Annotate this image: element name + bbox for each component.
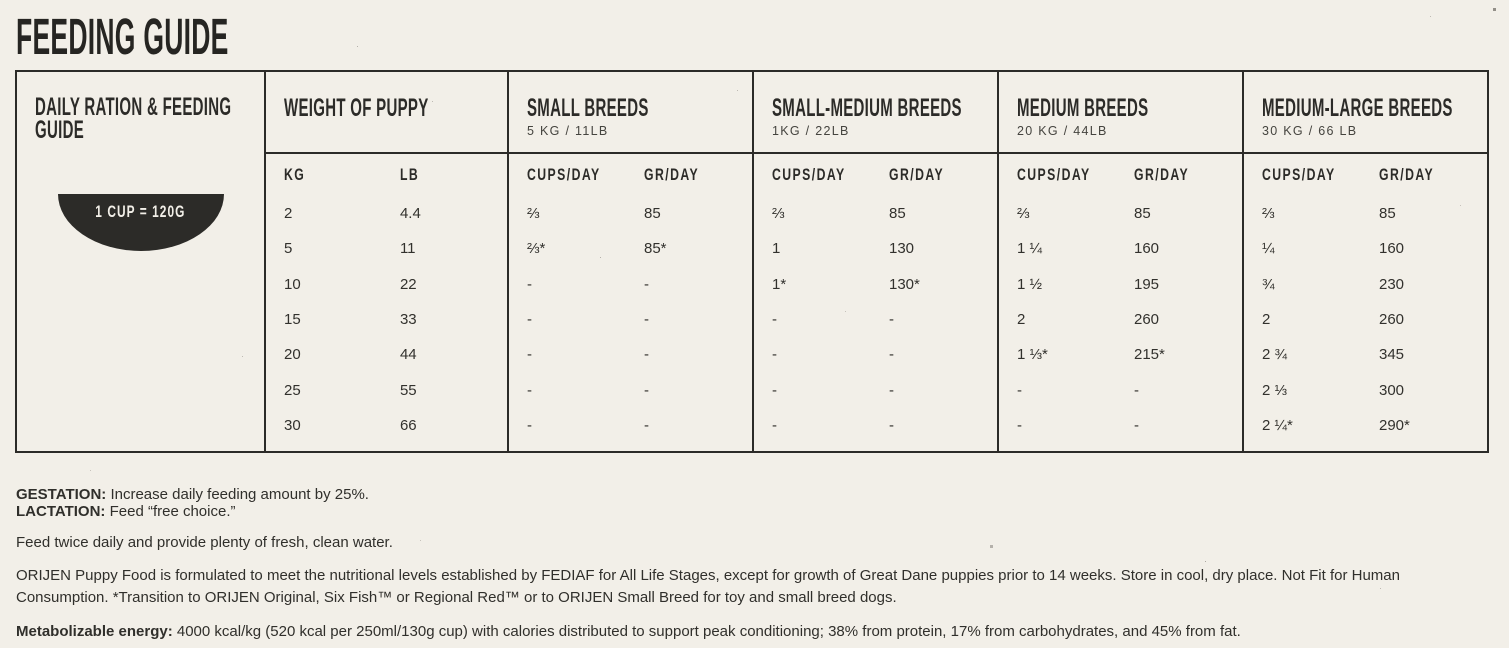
grams-value: 290*: [1379, 416, 1410, 434]
cups-value: -: [772, 381, 777, 399]
cups-value: -: [527, 310, 532, 328]
table-row: [1262, 302, 1487, 337]
page-title: FEEDING GUIDE: [16, 8, 229, 65]
grams-value: 345: [1379, 346, 1405, 364]
medium-breeds-rows: [999, 196, 1242, 451]
lb-value: 66: [399, 416, 417, 434]
weight-title: WEIGHT OF PUPPY: [284, 94, 429, 122]
column-daily-ration: [17, 72, 264, 451]
cups-value: 1*: [772, 275, 787, 293]
grams-value: -: [889, 310, 894, 328]
grams-per-day-header: GR/DAY: [644, 165, 700, 184]
medium-large-breeds-header: [1244, 72, 1487, 154]
table-row: [1017, 231, 1242, 266]
grams-value: 260: [1134, 310, 1160, 328]
cups-value: -: [527, 275, 532, 293]
grams-value: 85: [1134, 205, 1151, 223]
medium-breeds-title: MEDIUM BREEDS: [1017, 94, 1149, 122]
column-medium-large-breeds: [1242, 72, 1487, 451]
daily-ration-title: DAILY RATION & FEEDING GUIDE: [35, 93, 232, 144]
cups-value: -: [1017, 381, 1022, 399]
table-row: [527, 302, 752, 337]
table-row: [527, 267, 752, 302]
grams-value: -: [644, 416, 649, 434]
cups-per-day-header: CUPS/DAY: [527, 165, 601, 184]
cups-value: ¼: [1262, 240, 1275, 258]
table-row: [527, 196, 752, 231]
table-row: [1262, 408, 1487, 443]
cup-measure-badge: [58, 194, 224, 251]
small-medium-breeds-title: SMALL-MEDIUM BREEDS: [772, 94, 962, 122]
gestation-text: Increase daily feeding amount by 25%.: [110, 486, 369, 503]
water-note: Feed twice daily and provide plenty of fresh, clean water.: [16, 534, 393, 551]
cups-value: 2 ¼*: [1262, 416, 1293, 434]
cups-value: -: [527, 381, 532, 399]
cups-value: -: [772, 346, 777, 364]
table-row: [1017, 372, 1242, 407]
column-small-medium-breeds: [752, 72, 997, 451]
table-row: [1262, 196, 1487, 231]
grams-value: -: [644, 346, 649, 364]
grams-value: 300: [1379, 381, 1405, 399]
grams-value: -: [644, 381, 649, 399]
table-row: [1262, 231, 1487, 266]
grams-value: -: [889, 346, 894, 364]
table-row: [772, 408, 997, 443]
lb-value: 4.4: [399, 205, 421, 223]
cups-value: -: [772, 310, 777, 328]
medium-large-breeds-rows: [1244, 196, 1487, 451]
table-row: [1262, 337, 1487, 372]
cups-value: -: [772, 416, 777, 434]
cups-value: -: [1017, 416, 1022, 434]
table-row: [527, 372, 752, 407]
small-breeds-header: [509, 72, 752, 154]
medium-breeds-subtitle: 20 KG / 44LB: [1017, 124, 1108, 138]
table-row: [772, 337, 997, 372]
column-weight-of-puppy: [264, 72, 507, 451]
medium-breeds-header: [999, 72, 1242, 154]
cups-per-day-header: CUPS/DAY: [1262, 165, 1336, 184]
cups-value: -: [527, 346, 532, 364]
column-medium-breeds: [997, 72, 1242, 451]
cups-per-day-header: CUPS/DAY: [772, 165, 846, 184]
formulation-note: ORIJEN Puppy Food is formulated to meet the nutritional levels established by FEDIAF for All Life Stages, except for growth of Great Dane puppies prior to 14 weeks. Store in cool, dry place. Not Fit for Human Consumption. *Transition to ORIJEN Original, Six Fish™ or Regional Red™ or to ORIJEN Small Breed for toy and small breed dogs.: [16, 566, 1400, 606]
table-row: [1017, 196, 1242, 231]
cups-value: -: [527, 416, 532, 434]
weight-rows: [266, 196, 507, 451]
grams-value: 195: [1134, 275, 1160, 293]
small-medium-breeds-subtitle: 1KG / 22LB: [772, 124, 850, 138]
energy-note: [16, 621, 1493, 642]
grams-value: -: [644, 310, 649, 328]
grams-value: 260: [1379, 310, 1405, 328]
energy-text: 4000 kcal/kg (520 kcal per 250ml/130g cup) with calories distributed to support peak conditioning; 38% from protein, 17% from carbohydrates, and 45% from fat.: [176, 622, 1241, 640]
grams-value: 85: [1379, 205, 1396, 223]
small-breeds-title: SMALL BREEDS: [527, 94, 649, 122]
gestation-note: [16, 487, 1493, 504]
table-row: [772, 372, 997, 407]
lactation-label: LACTATION:: [16, 502, 106, 520]
table-row: [772, 302, 997, 337]
kg-value: 15: [284, 310, 301, 328]
grams-per-day-header: GR/DAY: [889, 165, 945, 184]
page-header: [0, 0, 1509, 65]
small-medium-breeds-header: [754, 72, 997, 154]
lactation-note: [16, 504, 1493, 521]
kg-value: 25: [284, 381, 301, 399]
weight-subheader: [266, 154, 507, 196]
grams-value: -: [1134, 381, 1139, 399]
grams-value: 130: [889, 240, 915, 258]
grams-value: 160: [1134, 240, 1160, 258]
kg-column-header: KG: [284, 165, 306, 184]
grams-value: 130*: [889, 275, 920, 293]
feeding-guide-table: [15, 70, 1489, 453]
grams-value: -: [644, 275, 649, 293]
table-row: [1262, 372, 1487, 407]
column-small-breeds: [507, 72, 752, 451]
grams-value: 230: [1379, 275, 1405, 293]
small-breeds-subheader: [509, 154, 752, 196]
grams-value: 215*: [1134, 346, 1165, 364]
lb-value: 33: [399, 310, 417, 328]
cups-value: 2 ⅓: [1262, 381, 1288, 399]
lb-column-header: LB: [399, 165, 420, 184]
cups-value: ⅔: [527, 205, 540, 223]
cups-value: ⅔: [1262, 205, 1275, 223]
grams-value: -: [889, 416, 894, 434]
grams-per-day-header: GR/DAY: [1379, 165, 1435, 184]
cup-measure-label: 1 CUP = 120G: [95, 202, 186, 221]
cups-value: ¾: [1262, 275, 1275, 293]
kg-value: 30: [284, 416, 301, 434]
cups-value: 1 ½: [1017, 275, 1043, 293]
table-row: [284, 231, 507, 266]
medium-large-breeds-subtitle: 30 KG / 66 LB: [1262, 124, 1358, 138]
table-row: [1262, 267, 1487, 302]
table-row: [527, 337, 752, 372]
grams-value: 160: [1379, 240, 1405, 258]
lb-value: 44: [399, 346, 417, 364]
small-medium-breeds-rows: [754, 196, 997, 451]
lactation-text: Feed “free choice.”: [109, 502, 236, 520]
table-row: [772, 196, 997, 231]
table-row: [284, 372, 507, 407]
medium-large-breeds-title: MEDIUM-LARGE BREEDS: [1262, 94, 1453, 122]
table-row: [1017, 408, 1242, 443]
cups-per-day-header: CUPS/DAY: [1017, 165, 1091, 184]
table-row: [1017, 267, 1242, 302]
cups-value: ⅔: [772, 205, 785, 223]
small-breeds-subtitle: 5 KG / 11LB: [527, 124, 609, 138]
table-row: [527, 231, 752, 266]
lb-value: 11: [399, 240, 416, 258]
cups-value: 1 ⅓*: [1017, 346, 1048, 364]
weight-header: [266, 72, 507, 154]
gestation-label: GESTATION:: [16, 486, 107, 503]
cups-value: ⅔*: [527, 240, 546, 258]
kg-value: 5: [284, 240, 293, 258]
cups-value: 2: [1017, 310, 1026, 328]
cups-value: 2 ¾: [1262, 346, 1288, 364]
table-row: [772, 267, 997, 302]
cups-value: 1 ¼: [1017, 240, 1043, 258]
small-medium-breeds-subheader: [754, 154, 997, 196]
medium-large-breeds-subheader: [1244, 154, 1487, 196]
kg-value: 20: [284, 346, 301, 364]
lb-value: 55: [399, 381, 417, 399]
table-row: [284, 408, 507, 443]
grams-value: -: [1134, 416, 1139, 434]
grams-per-day-header: GR/DAY: [1134, 165, 1190, 184]
cups-value: 1: [772, 240, 781, 258]
table-row: [284, 196, 507, 231]
grams-value: 85: [644, 205, 661, 223]
table-row: [284, 302, 507, 337]
table-row: [284, 337, 507, 372]
grams-value: 85: [889, 205, 906, 223]
footnotes: [16, 487, 1493, 642]
daily-ration-header: [17, 72, 264, 154]
kg-value: 10: [284, 275, 301, 293]
cups-value: 2: [1262, 310, 1271, 328]
small-breeds-rows: [509, 196, 752, 451]
grams-value: 85*: [644, 240, 667, 258]
table-row: [772, 231, 997, 266]
table-row: [1017, 337, 1242, 372]
kg-value: 2: [284, 205, 293, 223]
medium-breeds-subheader: [999, 154, 1242, 196]
cups-value: ⅔: [1017, 205, 1030, 223]
grams-value: -: [889, 381, 894, 399]
table-row: [1017, 302, 1242, 337]
table-row: [284, 267, 507, 302]
energy-label: Metabolizable energy:: [16, 622, 173, 640]
lb-value: 22: [399, 275, 417, 293]
table-row: [527, 408, 752, 443]
